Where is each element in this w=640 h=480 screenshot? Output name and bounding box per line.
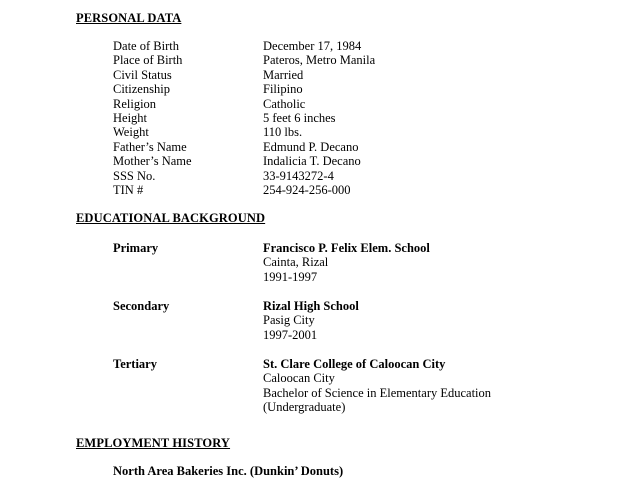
personal-row-civil-status — [0, 68, 640, 82]
employment-heading: EMPLOYMENT HISTORY — [76, 436, 231, 450]
education-heading: EDUCATIONAL BACKGROUND — [76, 211, 266, 225]
personal-value: Edmund P. Decano — [263, 139, 359, 154]
education-entry-tertiary — [263, 357, 491, 415]
personal-row-religion — [0, 97, 640, 111]
education-level-primary: Primary — [113, 241, 159, 255]
personal-label: Place of Birth — [113, 53, 183, 68]
personal-value: 254-924-256-000 — [263, 183, 351, 197]
personal-row-place-of-birth — [0, 53, 640, 67]
school-name: St. Clare College of Caloocan City — [263, 357, 446, 371]
personal-value: December 17, 1984 — [263, 39, 362, 53]
personal-label: Father’s Name — [113, 139, 187, 154]
personal-label: Mother’s Name — [113, 154, 192, 169]
personal-label: Height — [113, 111, 148, 125]
personal-label: TIN # — [113, 183, 144, 197]
personal-value: Filipino — [263, 82, 303, 97]
personal-value: Pateros, Metro Manila — [263, 53, 376, 68]
personal-label: Civil Status — [113, 67, 172, 82]
personal-row-date-of-birth — [0, 39, 640, 53]
personal-value: Married — [263, 67, 304, 82]
personal-label: SSS No. — [113, 168, 156, 183]
personal-row-weight — [0, 125, 640, 139]
school-location: Cainta, Rizal — [263, 255, 329, 270]
personal-value: Catholic — [263, 96, 306, 111]
personal-label: Citizenship — [113, 82, 170, 97]
personal-value: 5 feet 6 inches — [263, 111, 336, 125]
school-name: Francisco P. Felix Elem. School — [263, 241, 430, 255]
personal-row-height — [0, 111, 640, 125]
education-level-tertiary: Tertiary — [113, 357, 157, 371]
personal-row-fathers-name — [0, 140, 640, 154]
personal-row-citizenship — [0, 82, 640, 96]
personal-data-heading: PERSONAL DATA — [76, 11, 182, 25]
personal-row-mothers-name — [0, 154, 640, 168]
personal-value: 33-9143272-4 — [263, 168, 334, 183]
education-entry-secondary — [263, 299, 359, 342]
personal-label: Date of Birth — [113, 39, 179, 53]
personal-value: 110 lbs. — [263, 125, 303, 140]
personal-label: Religion — [113, 96, 157, 111]
personal-value: Indalicia T. Decano — [263, 154, 361, 169]
education-level-secondary: Secondary — [113, 299, 170, 313]
degree-program: Bachelor of Science in Elementary Education — [263, 385, 492, 400]
personal-row-tin — [0, 183, 640, 197]
education-entry-primary — [263, 241, 430, 284]
personal-row-sss-no — [0, 169, 640, 183]
school-years: 1991-1997 — [263, 269, 318, 284]
personal-label: Weight — [113, 125, 149, 140]
employer-name: North Area Bakeries Inc. (Dunkin’ Donuts) — [113, 464, 344, 478]
school-location: Caloocan City — [263, 371, 335, 386]
school-years: 1997-2001 — [263, 327, 318, 342]
degree-status: (Undergraduate) — [263, 400, 346, 415]
school-name: Rizal High School — [263, 299, 359, 313]
school-location: Pasig City — [263, 313, 315, 328]
